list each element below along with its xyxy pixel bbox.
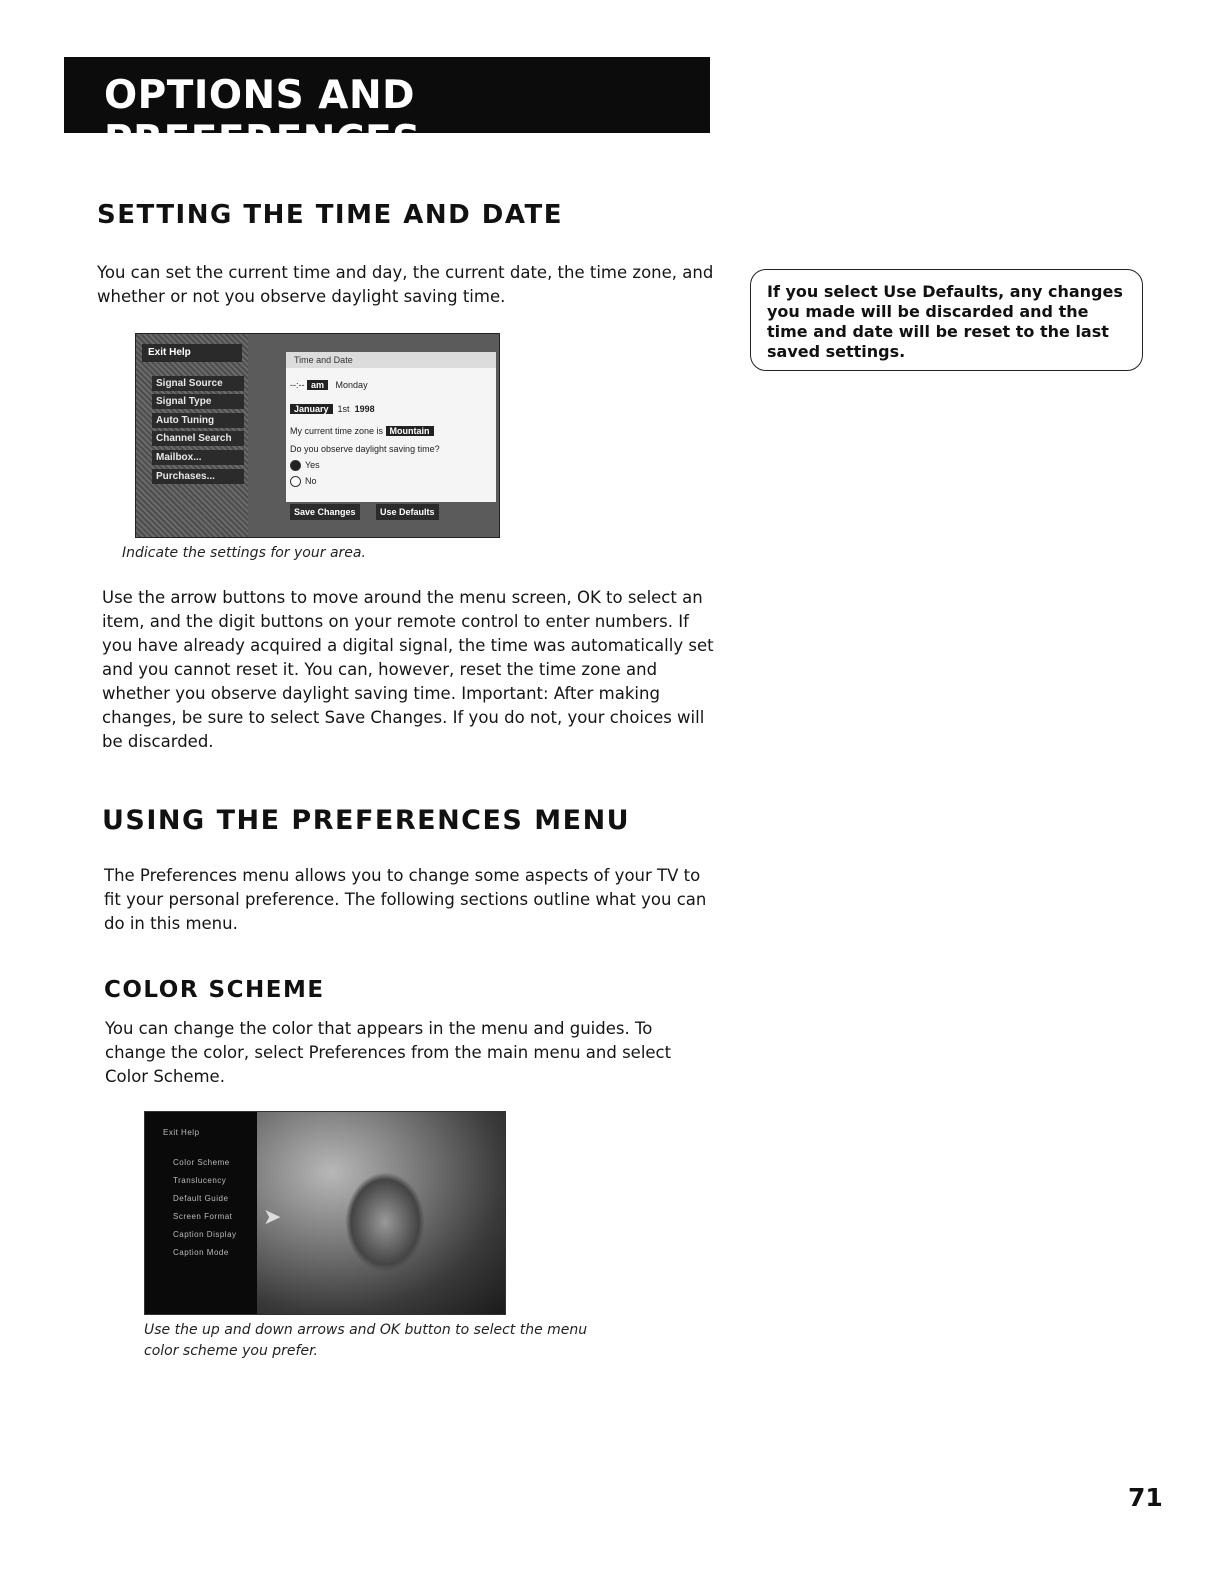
option-no-row bbox=[290, 476, 317, 487]
topbar-label: Exit Help bbox=[148, 347, 191, 358]
timezone-row bbox=[290, 426, 434, 436]
option-yes-row bbox=[290, 460, 320, 471]
radio-yes-icon bbox=[290, 460, 301, 471]
menu-item: Mailbox... bbox=[152, 450, 244, 465]
radio-no-icon bbox=[290, 476, 301, 487]
option-no-label: No bbox=[305, 476, 317, 486]
day-value: Monday bbox=[335, 380, 368, 390]
topbar-label: Exit Help bbox=[163, 1128, 200, 1137]
option-yes-label: Yes bbox=[305, 460, 320, 470]
menu-item: Default Guide bbox=[173, 1194, 229, 1203]
color-scheme-caption: Use the up and down arrows and OK button to select the menu color scheme you prefer. bbox=[144, 1322, 588, 1359]
screenshot-caption: Indicate the settings for your area. bbox=[122, 545, 366, 561]
timezone-label: My current time zone is bbox=[290, 426, 384, 436]
note-box bbox=[750, 269, 1143, 371]
menu-item: Screen Format bbox=[173, 1212, 233, 1221]
time-value: --:-- bbox=[290, 380, 305, 390]
month-tag: January bbox=[290, 404, 333, 414]
menu-item: Translucency bbox=[173, 1176, 227, 1185]
menu-item: Signal Source bbox=[152, 376, 244, 391]
section-heading-preferences: USING THE PREFERENCES MENU bbox=[102, 805, 631, 836]
preferences-paragraph: The Preferences menu allows you to change some aspects of your TV to fit your personal preference. The following sections outline what you can do in this menu. bbox=[104, 866, 707, 933]
color-scheme-menu-screenshot bbox=[144, 1111, 506, 1315]
time-date-panel bbox=[286, 352, 496, 502]
time-date-menu-screenshot bbox=[135, 333, 500, 538]
menu-item: Caption Mode bbox=[173, 1248, 229, 1257]
menu-item: Signal Type bbox=[152, 394, 244, 409]
intro-paragraph: You can set the current time and day, the current date, the time zone, and whether or not you observe daylight saving time. bbox=[97, 263, 714, 306]
note-text: If you select Use Defaults, any changes you made will be discarded and the time and date will be reset to the last saved settings. bbox=[767, 282, 1123, 361]
section-heading-time-date: SETTING THE TIME AND DATE bbox=[97, 200, 563, 230]
year-value: 1998 bbox=[354, 404, 375, 414]
section-heading-color-scheme: COLOR SCHEME bbox=[104, 977, 325, 1003]
time-row bbox=[290, 380, 368, 390]
page-banner bbox=[64, 57, 710, 163]
color-scheme-paragraph: You can change the color that appears in the menu and guides. To change the color, select Preferences from the main menu and select Color Scheme. bbox=[105, 1019, 672, 1086]
background-photo-detail bbox=[345, 1172, 425, 1272]
button-bar bbox=[286, 504, 496, 522]
menu-item: Channel Search bbox=[152, 431, 244, 446]
selector-arrow-icon: ➤ bbox=[263, 1204, 282, 1229]
timezone-tag: Mountain bbox=[386, 426, 434, 436]
panel-title: Time and Date bbox=[286, 352, 496, 368]
menu-item: Caption Display bbox=[173, 1230, 237, 1239]
date-row bbox=[290, 404, 375, 414]
instructions-paragraph: Use the arrow buttons to move around the menu screen, OK to select an item, and the digit buttons on your remote control to enter numbers. If you have already acquired a digital signal, the time was automatically set and you cannot reset it. You can, however, reset the time zone and whether you observe daylight saving time. Important: After making changes, be sure to select Save Changes. If you do not, your choices will be discarded. bbox=[102, 588, 714, 751]
menu-item: Color Scheme bbox=[173, 1158, 230, 1167]
menu-item: Auto Tuning bbox=[152, 413, 244, 428]
page-number: 71 bbox=[1128, 1483, 1163, 1512]
use-defaults-button: Use Defaults bbox=[376, 504, 439, 520]
menu-item: Purchases... bbox=[152, 469, 244, 484]
banner-title: OPTIONS AND PREFERENCES bbox=[104, 73, 421, 163]
menu-topbar bbox=[142, 344, 242, 362]
save-changes-button: Save Changes bbox=[290, 504, 360, 520]
ampm-tag: am bbox=[307, 380, 328, 390]
date-value: 1st bbox=[337, 404, 350, 414]
dst-question: Do you observe daylight saving time? bbox=[290, 444, 440, 454]
